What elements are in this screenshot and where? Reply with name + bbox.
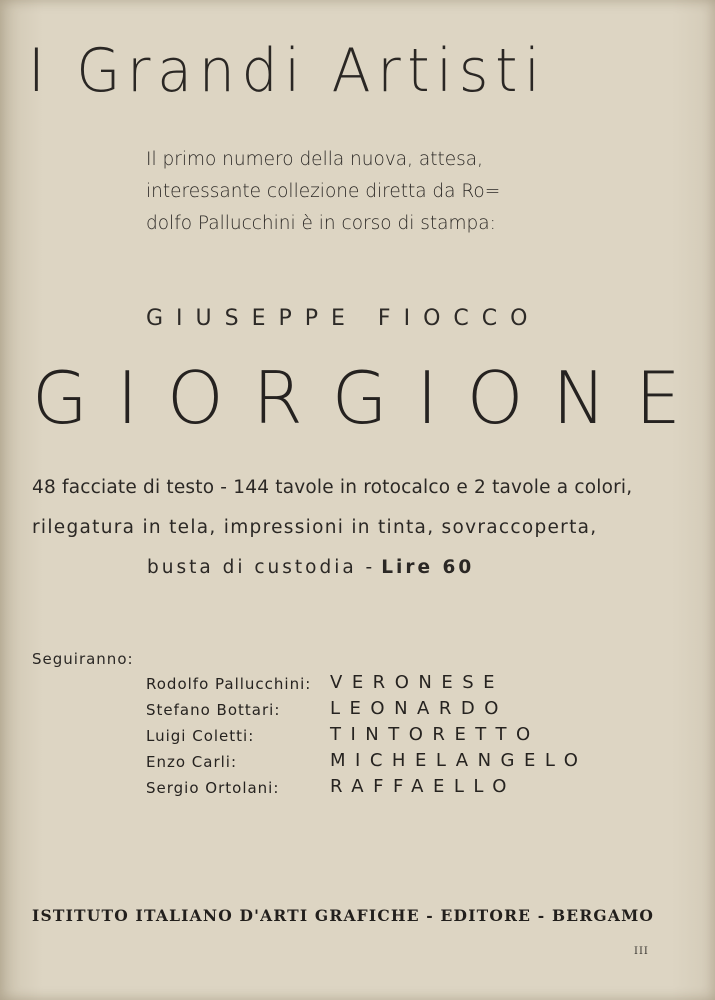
page-title: I Grandi Artisti <box>28 36 547 106</box>
description-line <box>32 548 692 588</box>
list-item-author: Luigi Coletti: <box>146 727 255 745</box>
price: Lire 60 <box>381 557 475 578</box>
intro-line: interessante collezione diretta da Ro= <box>146 181 501 202</box>
page-number: III <box>634 946 649 957</box>
description-line: rilegatura in tela, impressioni in tinta, sovraccoperta, <box>32 517 598 538</box>
list-item-artist: RAFFAELLO <box>330 776 516 797</box>
list-item-author: Sergio Ortolani: <box>146 779 280 797</box>
description-line: 48 facciate di testo - 144 tavole in rotocalco e 2 tavole a colori, <box>32 477 633 498</box>
list-item <box>146 776 546 802</box>
book-author: GIUSEPPE FIOCCO <box>146 306 541 331</box>
list-item <box>146 698 546 724</box>
description-text: busta di custodia - <box>147 557 376 578</box>
list-item-artist: VERONESE <box>330 672 504 693</box>
intro-paragraph <box>146 144 616 240</box>
list-item <box>146 724 546 750</box>
publisher-imprint: ISTITUTO ITALIANO D'ARTI GRAFICHE - EDITORE - BERGAMO <box>32 906 655 925</box>
list-item-author: Rodolfo Pallucchini: <box>146 675 312 693</box>
list-item-artist: LEONARDO <box>330 698 508 719</box>
following-label: Seguiranno: <box>32 650 134 668</box>
intro-line: dolfo Pallucchini è in corso di stampa: <box>146 213 496 234</box>
intro-line: Il primo numero della nuova, attesa, <box>146 149 483 170</box>
list-item-author: Stefano Bottari: <box>146 701 281 719</box>
book-description <box>32 468 692 588</box>
list-item-artist: MICHELANGELO <box>330 750 588 771</box>
list-item <box>146 672 546 698</box>
list-item-artist: TINTORETTO <box>330 724 540 745</box>
list-item <box>146 750 588 776</box>
following-list <box>146 672 588 802</box>
book-title: GIORGIONE <box>32 356 710 440</box>
list-item-author: Enzo Carli: <box>146 753 238 771</box>
